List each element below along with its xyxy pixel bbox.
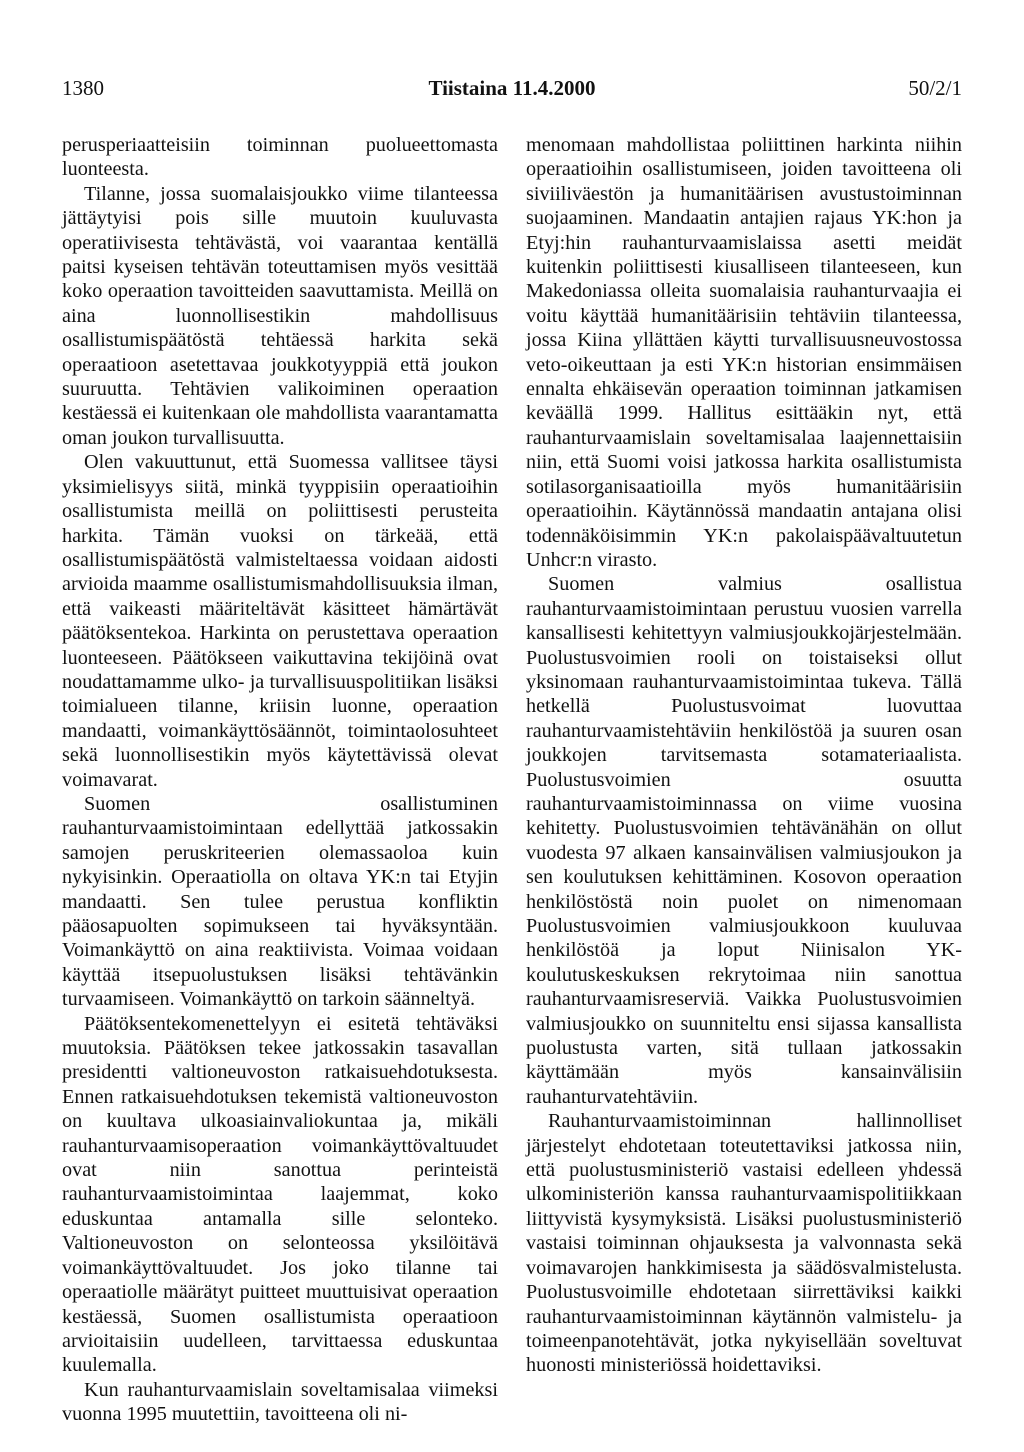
right-column	[526, 133, 962, 1378]
paragraph: menomaan mahdollistaa poliittinen harkinta niihin operaatioihin osallistumiseen, joiden tavoitteena oli siviiliväestön ja humanitäärisen avustustoiminnan suojaaminen. Mandaatin antajien rajaus YK:hon ja Etyj:hin rauhanturvaamislaissa asetti meidät kuitenkin poliittisesti kiusalliseen tilanteeseen, kun Makedoniassa olleita suomalaisia rauhanturvaajia ei voitu käyttää humanitäärisiin tehtäviin tilanteessa, jossa Kiina yllättäen käytti turvallisuusneuvostossa veto-oikeuttaan ja esti YK:n historian ensimmäisen ennalta ehkäisevän operaation toiminnan jatkamisen keväällä 1999. Hallitus esittääkin nyt, että rauhanturvaamislain soveltamisalaa laajennettaisiin niin, että Suomi voisi jatkossa harkita osallistumista sotilasorganisaatioilla myös humanitäärisiin operaatioihin. Käytännössä mandaatin antajana olisi todennäköisimmin YK:n pakolaispäävaltuutetun Unhcr:n virasto.	[526, 134, 962, 571]
left-column	[62, 133, 498, 1427]
paragraph: Olen vakuuttunut, että Suomessa vallitsee täysi yksimielisyys siitä, minkä tyyppisiin operaatioihin osallistumista meillä on poliittisesti perusteita harkita. Tämän vuoksi on tärkeää, että osallistumispäätöstä valmisteltaessa voidaan aidosti arvioida maamme osallistumismahdollisuuksia ilman, että vaikeasti määriteltävät käsitteet hämärtävät päätöksentekoa. Harkinta on perustettava operaation luonteeseen. Päätökseen vaikuttavina tekijöinä ovat noudattamamme ulko- ja turvallisuuspolitiikan lisäksi toimialueen tilanne, kriisin luonne, operaation mandaatti, voimankäyttösäännöt, toimintaolosuhteet sekä luonnollisestikin myös käytettävissä olevat voimavarat.	[62, 451, 498, 791]
session-date: Tiistaina 11.4.2000	[428, 76, 596, 100]
paragraph: Rauhanturvaamistoiminnan hallinnolliset järjestelyt ehdotetaan toteutettaviksi jatkossa niin, että puolustusministeriö vastaisi edelleen yhdessä ulkoministeriön kanssa rauhanturvaamispolitiikkaan liittyvistä kysymyksistä. Lisäksi puolustusministeriö vastaisi toiminnan ohjauksesta ja valvonnasta sekä voimavarojen hankkimisesta ja säädösvalmistelusta. Puolustusvoimille ehdotetaan siirrettäviksi kaikki rauhanturvaamistoiminnan käytännön valmistelu- ja toimeenpanotehtävät, jotka nykyisellään soveltuvat huonosti ministeriössä hoidettaviksi.	[526, 1110, 962, 1377]
paragraph: Tilanne, jossa suomalaisjoukko viime tilanteessa jättäytyisi pois sille muutoin kuuluvasta operatiivisesta tehtävästä, voi vaarantaa kentällä paitsi kyseisen tehtävän toteuttamisen myös vesittää koko operaation tavoitteiden saavuttamista. Meillä on aina luonnollisestikin mahdollisuus osallistumispäätöstä tehtäessä harkita sekä operaatioon asetettavaa joukkotyyppiä että joukon suuruutta. Tehtävien valikoiminen operaation kestäessä ei kuitenkaan ole mahdollista vaarantamatta oman joukon turvallisuutta.	[62, 182, 498, 449]
paragraph: Päätöksentekomenettelyyn ei esitetä tehtäväksi muutoksia. Päätöksen tekee jatkossakin tasavallan presidentti valtioneuvoston ratkaisuehdotuksesta. Ennen ratkaisuehdotuksen tekemistä valtioneuvoston on kuultava ulkoasiainvaliokuntaa ja, mikäli rauhanturvaamisoperaation voimankäyttövaltuudet ovat niin sanottua perinteistä rauhanturvaamistoimintaa laajemmat, koko eduskuntaa antamalla sille selonteko. Valtioneuvoston on selonteossa yksilöitävä voimankäyttövaltuudet. Jos joko tilanne tai operaatiolle määrätyt puitteet muuttuisivat operaation kestäessä, Suomen osallistumista operaatioon arvioitaisiin uudelleen, tarvittaessa eduskuntaa kuulemalla.	[62, 1012, 498, 1377]
page-number: 1380	[62, 76, 104, 100]
paragraph: Suomen valmius osallistua rauhanturvaamistoimintaan perustuu vuosien varrella kansallisesti kehitettyyn valmiusjoukkojärjestelmään. Puolustusvoimien rooli on toistaiseksi ollut yksinomaan rauhanturvaamistoimintaa tukeva. Tällä hetkellä Puolustusvoimat luovuttaa rauhanturvaamistehtäviin henkilöstöä ja suuren osan joukkojen tarvitsemasta sotamateriaalista. Puolustusvoimien osuutta rauhanturvaamistoiminnassa on viime vuosina kehitetty. Puolustusvoimien tehtävänähän on ollut vuodesta 97 alkaen kansainvälisen valmiusjoukon ja sen koulutuksen kehittäminen. Kosovon operaation henkilöstöstä noin puolet on nimenomaan Puolustusvoimien valmiusjoukkoon kuuluvaa henkilöstöä ja loput Niinisalon YK-koulutuskeskuksen rekrytoimaa niin sanottua rauhanturvaamisreserviä. Vaikka Puolustusvoimien valmiusjoukko on suunniteltu ensi sijassa kansallista puolustusta varten, sitä tullaan jatkossakin käyttämään myös kansainvälisiin rauhanturvatehtäviin.	[526, 573, 962, 1108]
page-header	[62, 76, 962, 106]
paragraph: Suomen osallistuminen rauhanturvaamistoimintaan edellyttää jatkossakin samojen peruskriteerien olemassaoloa kuin nykyisinkin. Operaatiolla on oltava YK:n tai Etyjin mandaatti. Sen tulee perustua konfliktin pääosapuolten sopimukseen tai hyväksyntään. Voimankäyttö on aina reaktiivista. Voimaa voidaan käyttää itsepuolustuksen lisäksi tehtävänkin turvaamiseen. Voimankäyttö on tarkoin säänneltyä.	[62, 792, 498, 1011]
paragraph: Kun rauhanturvaamislain soveltamisalaa viimeksi vuonna 1995 muutettiin, tavoitteena oli ni-	[62, 1378, 498, 1426]
document-reference: 50/2/1	[908, 76, 962, 100]
paragraph: perusperiaatteisiin toiminnan puolueettomasta luonteesta.	[62, 134, 498, 181]
